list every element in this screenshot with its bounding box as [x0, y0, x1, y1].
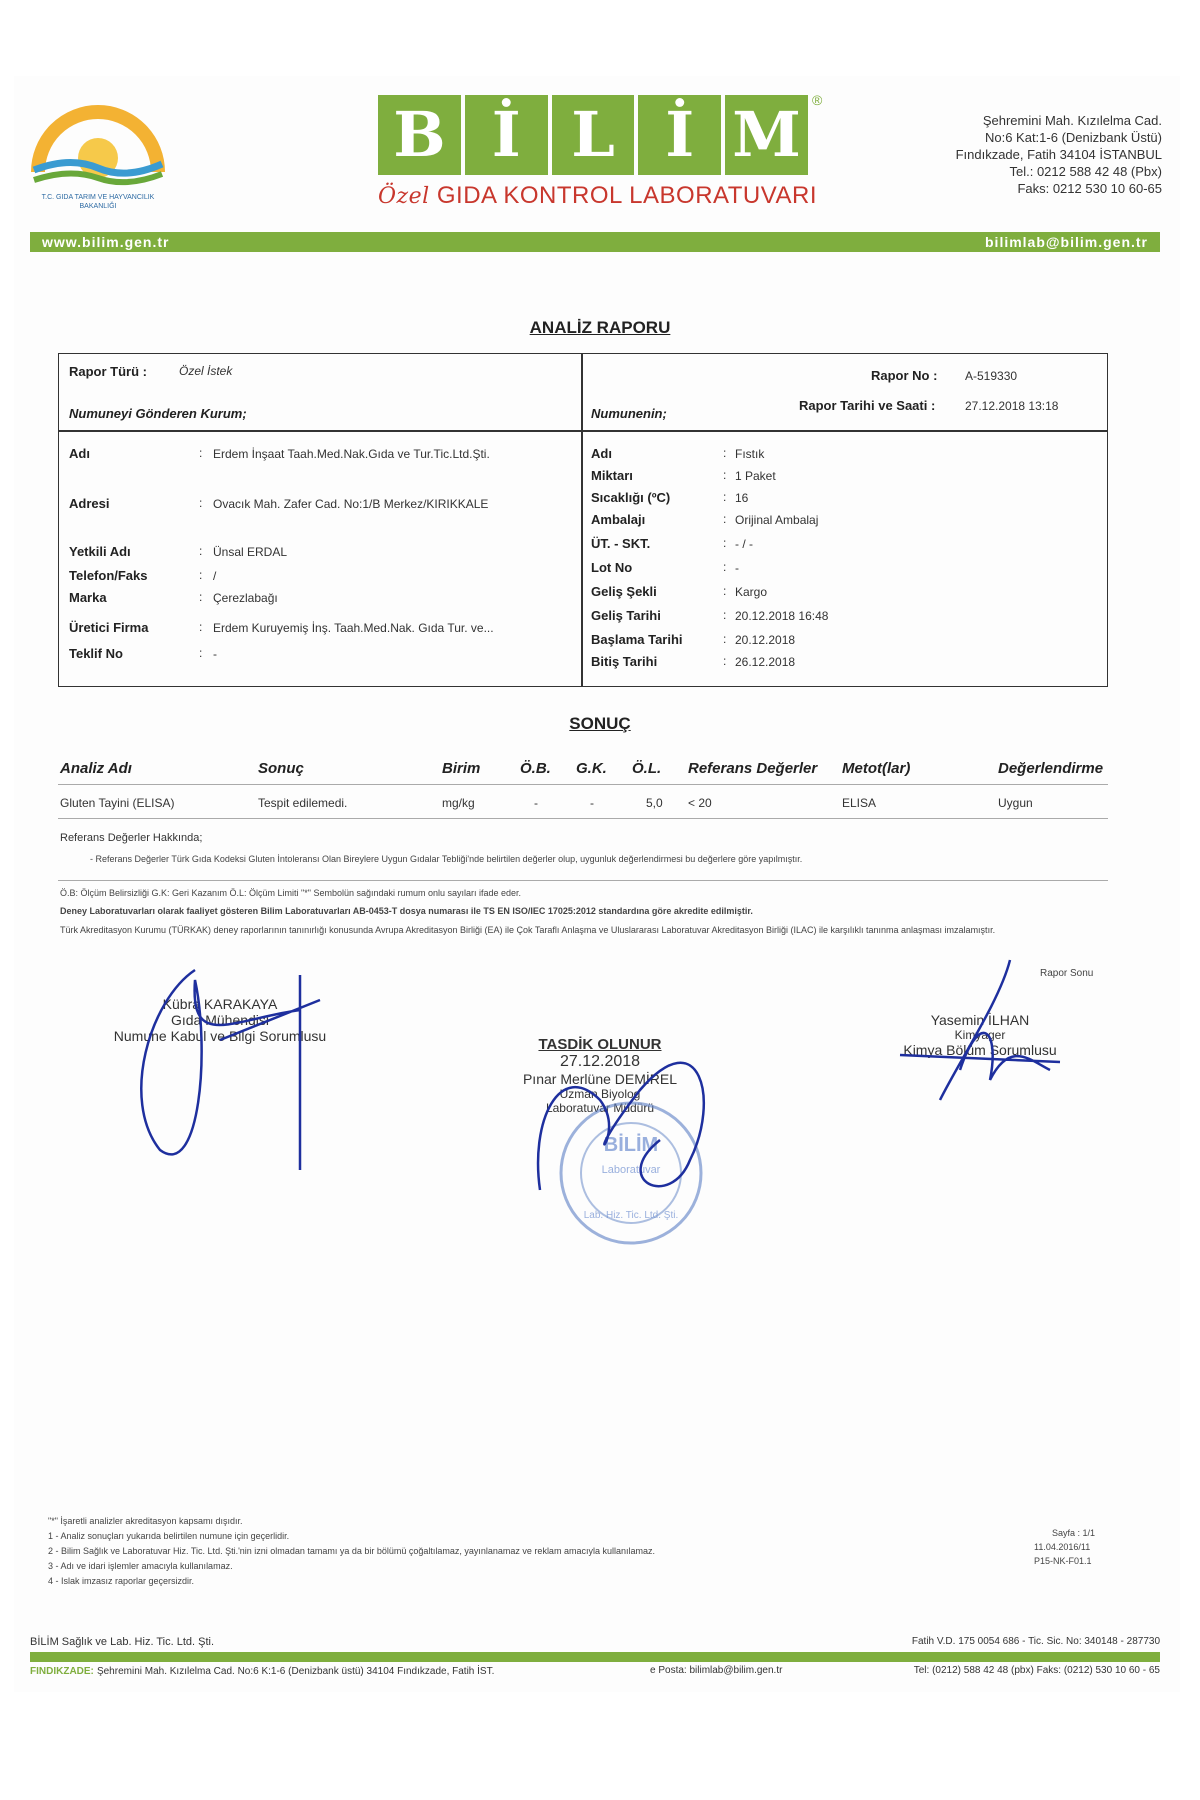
sample-field-colon: :	[723, 654, 727, 668]
result-column-header: Metot(lar)	[842, 760, 911, 777]
sample-field-colon: :	[723, 560, 727, 574]
result-cell: -	[590, 796, 594, 810]
report-date-value: 27.12.2018 13:18	[965, 399, 1059, 413]
sample-field-colon: :	[723, 536, 727, 550]
result-cell: -	[534, 796, 538, 810]
sample-field-label: ÜT. - SKT.	[591, 536, 651, 551]
sender-field-label: Adresi	[69, 496, 110, 511]
result-column-header: Değerlendirme	[998, 760, 1104, 777]
result-column-header: Birim	[442, 760, 481, 777]
center-signature-stroke	[538, 1063, 704, 1190]
center-signer-role: Laboratuvar Müdürü	[545, 1101, 655, 1115]
sample-field-value: 20.12.2018 16:48	[735, 609, 829, 623]
address-line: Faks: 0212 530 10 60-65	[1017, 181, 1162, 196]
footer-green-bar	[30, 1652, 1160, 1662]
left-signer-role: Numune Kabul ve Bilgi Sorumlusu	[113, 1028, 327, 1044]
right-signer-name: Yasemin İLHAN	[930, 1012, 1030, 1028]
ref-note: - Referans Değerler Türk Gıda Kodeksi Gluten İntoleransı Olan Bireylere Uygun Gıdalar Tebliği'nde belirtilen değerler olup, uygunluk değerlendirmesi bu değerlere göre yapılmıştır.	[90, 854, 803, 864]
sample-field-colon: :	[723, 468, 727, 482]
sender-field-value: Erdem Kuruyemiş İnş. Taah.Med.Nak. Gıda Tur. ve...	[213, 621, 494, 635]
sample-field-label: Lot No	[591, 560, 633, 575]
report-type-label: Rapor Türü :	[69, 364, 147, 379]
left-signature-stroke	[141, 970, 320, 1170]
sample-field-value: 1 Paket	[735, 469, 776, 483]
sender-field-colon: :	[199, 646, 203, 660]
sender-field-value: Ovacık Mah. Zafer Cad. No:1/B Merkez/KIRIKKALE	[213, 497, 489, 511]
approval-heading: TASDİK OLUNUR	[538, 1036, 662, 1053]
sender-field-colon: :	[199, 620, 203, 634]
result-column-header: Referans Değerler	[688, 760, 818, 777]
sender-field-value: Erdem İnşaat Taah.Med.Nak.Gıda ve Tur.Tic.Ltd.Şti.	[213, 447, 490, 461]
document-code: P15-NK-F01.1	[1034, 1556, 1092, 1566]
report-title: ANALİZ RAPORU	[529, 318, 671, 337]
sender-field-value: -	[213, 647, 217, 661]
ministry-logo-text: T.C. GIDA TARIM VE HAYVANCILIK BAKANLIĞI	[41, 194, 155, 210]
report-no-value: A-519330	[965, 369, 1018, 383]
ref-heading: Referans Değerler Hakkında;	[60, 832, 203, 844]
report-end: Rapor Sonu	[1040, 968, 1094, 979]
right-signature-stroke	[900, 960, 1060, 1100]
sender-field-value: /	[213, 569, 217, 583]
sample-field-label: Geliş Şekli	[591, 584, 657, 599]
footer-branch-label: FINDIKZADE:	[30, 1666, 94, 1677]
result-column-header: Sonuç	[258, 760, 304, 777]
sample-heading: Numunenin;	[591, 406, 667, 421]
sender-field-label: Üretici Firma	[69, 620, 149, 635]
sender-field-colon: :	[199, 446, 203, 460]
page-number: Sayfa : 1/1	[1052, 1528, 1096, 1538]
abbreviations: Ö.B: Ölçüm Belirsizliği G.K: Geri Kazanım Ö.L: Ölçüm Limiti "*" Sembolün sağındaki rumum onlu sayıları ifade eder.	[60, 888, 522, 898]
bottom-note-line: 4 - Islak imzasız raporlar geçersizdir.	[48, 1576, 195, 1586]
bottom-note-line: 3 - Adı ve idari işlemler amacıyla kullanılamaz.	[48, 1561, 233, 1571]
sender-field-label: Marka	[69, 590, 107, 605]
center-signer-name: Pınar Merlüne DEMİREL	[522, 1071, 678, 1087]
result-cell: mg/kg	[442, 796, 475, 810]
logo-letter: M	[725, 95, 808, 175]
right-signer-title: Kimyager	[954, 1028, 1006, 1042]
logo-letter: L	[552, 95, 635, 175]
logo-letter: B	[378, 95, 461, 175]
result-cell: 5,0	[646, 796, 663, 810]
sender-field-value: Çerezlabağı	[213, 591, 278, 605]
bottom-note-line: 2 - Bilim Sağlık ve Laboratuvar Hiz. Tic. Ltd. Şti.'nin izni olmadan tamamı ya da bir bölümü çoğaltılamaz, yayınlanamaz ve reklam amacıyla kullanılamaz.	[48, 1546, 655, 1556]
accreditation-text-2: Türk Akreditasyon Kurumu (TÜRKAK) deney raporlarının tanınırlığı konusunda Avrupa Akreditasyon Birliği (EA) ile Çok Taraflı Anlaşma ve Uluslararası Laboratuvar Akreditasyon Birliği (ILAC) ile karşılıklı tanınma anlaşması imzalamıştır.	[60, 925, 996, 935]
lab-subtitle-text: GIDA KONTROL LABORATUVARI	[436, 182, 817, 209]
sample-field-label: Ambalajı	[591, 512, 646, 527]
logo-letter: İ	[638, 95, 721, 175]
sample-field-value: 26.12.2018	[735, 655, 796, 669]
sender-field-colon: :	[199, 496, 203, 510]
footer-tax: Fatih V.D. 175 0054 686 - Tic. Sic. No: 340148 - 287730	[911, 1636, 1160, 1647]
accreditation-text-1: Deney Laboratuvarları olarak faaliyet gösteren Bilim Laboratuvarları AB-0453-T dosya numarası ile TS EN ISO/IEC 17025:2012 standardına göre akredite edilmiştir.	[60, 906, 753, 916]
sender-heading: Numuneyi Gönderen Kurum;	[69, 406, 247, 421]
report-date-label: Rapor Tarihi ve Saati :	[799, 398, 936, 413]
left-signer-name: Kübra KARAKAYA	[162, 996, 278, 1012]
sender-field-label: Adı	[69, 446, 90, 461]
sample-field-label: Sıcaklığı (ºC)	[591, 490, 671, 505]
sample-field-colon: :	[723, 608, 727, 622]
sample-field-value: Fıstık	[735, 447, 765, 461]
result-column-header: Analiz Adı	[60, 760, 132, 777]
sample-field-value: 20.12.2018	[735, 633, 796, 647]
sample-field-colon: :	[723, 632, 727, 646]
result-cell: Gluten Tayini (ELISA)	[60, 796, 175, 810]
result-column-header: G.K.	[576, 760, 607, 777]
sample-field-value: Kargo	[735, 585, 768, 599]
right-signer-role: Kimya Bölüm Sorumlusu	[903, 1042, 1057, 1058]
sender-field-label: Teklif No	[69, 646, 123, 661]
result-cell: ELISA	[842, 796, 877, 810]
sample-field-colon: :	[723, 584, 727, 598]
document-date: 11.04.2016/11	[1034, 1542, 1091, 1552]
footer-branch-address: Şehremini Mah. Kızılelma Cad. No:6 K:1-6 (Denizbank üstü) 34104 Fındıkzade, Fatih İST.	[96, 1666, 495, 1677]
address-line: Şehremini Mah. Kızılelma Cad.	[982, 113, 1162, 128]
left-signer-title: Gıda Mühendisi	[170, 1012, 270, 1028]
email-link[interactable]: bilimlab@bilim.gen.tr	[985, 234, 1148, 250]
approval-date: 27.12.2018	[559, 1053, 641, 1070]
sample-field-value: Orijinal Ambalaj	[735, 513, 819, 527]
sender-field-label: Telefon/Faks	[69, 568, 148, 583]
sender-field-colon: :	[199, 590, 203, 604]
sender-field-colon: :	[199, 544, 203, 558]
result-cell: Uygun	[998, 796, 1033, 810]
registered-mark: ®	[812, 92, 823, 108]
sample-field-label: Adı	[591, 446, 612, 461]
bottom-note-line: 1 - Analiz sonuçları yukarıda belirtilen numune için geçerlidir.	[48, 1531, 290, 1541]
footer-branch-phone: Tel: (0212) 588 42 48 (pbx) Faks: (0212) 530 10 60 - 65	[913, 1665, 1160, 1676]
sample-field-label: Bitiş Tarihi	[591, 654, 658, 669]
sample-field-colon: :	[723, 490, 727, 504]
report-type-value: Özel İstek	[179, 364, 233, 378]
sender-field-colon: :	[199, 568, 203, 582]
footer-company-row	[30, 1636, 1160, 1648]
logo-letter: İ	[465, 95, 548, 175]
stamp-text-top: BİLİM	[603, 1134, 659, 1156]
footer-branch-email[interactable]: e Posta: bilimlab@bilim.gen.tr	[650, 1665, 783, 1676]
website-link[interactable]: www.bilim.gen.tr	[42, 234, 170, 250]
center-signer-title: Uzman Biyolog	[559, 1087, 641, 1101]
result-cell: Tespit edilemedi.	[258, 796, 348, 810]
stamp-text-bottom: Lab. Hiz. Tic. Ltd. Şti.	[583, 1210, 679, 1221]
sample-field-value: -	[735, 561, 739, 575]
result-column-header: Ö.L.	[632, 760, 662, 777]
lab-subtitle-prefix: Özel	[378, 184, 430, 209]
sample-field-colon: :	[723, 446, 727, 460]
footer-branch-row	[30, 1665, 1160, 1677]
sender-field-value: Ünsal ERDAL	[213, 545, 288, 559]
result-column-header: Ö.B.	[520, 760, 551, 777]
stamp-text-mid: Laboratuvar	[601, 1164, 661, 1176]
address-line: Fındıkzade, Fatih 34104 İSTANBUL	[955, 147, 1162, 162]
sample-field-label: Başlama Tarihi	[591, 632, 683, 647]
sample-field-label: Geliş Tarihi	[591, 608, 661, 623]
sender-field-label: Yetkili Adı	[69, 544, 131, 559]
address-line: Tel.: 0212 588 42 48 (Pbx)	[1009, 164, 1162, 179]
sample-field-colon: :	[723, 512, 727, 526]
bottom-note-line: "*" İşaretli analizler akreditasyon kapsamı dışıdır.	[48, 1516, 243, 1526]
result-title: SONUÇ	[569, 714, 631, 733]
result-cell: < 20	[688, 796, 712, 810]
sample-field-value: - / -	[735, 537, 753, 551]
report-no-label: Rapor No :	[871, 368, 938, 383]
sample-field-value: 16	[735, 491, 749, 505]
address-line: No:6 Kat:1-6 (Denizbank Üstü)	[984, 130, 1162, 145]
footer-company: BİLİM Sağlık ve Lab. Hiz. Tic. Ltd. Şti.	[30, 1636, 215, 1648]
sample-field-label: Miktarı	[591, 468, 633, 483]
